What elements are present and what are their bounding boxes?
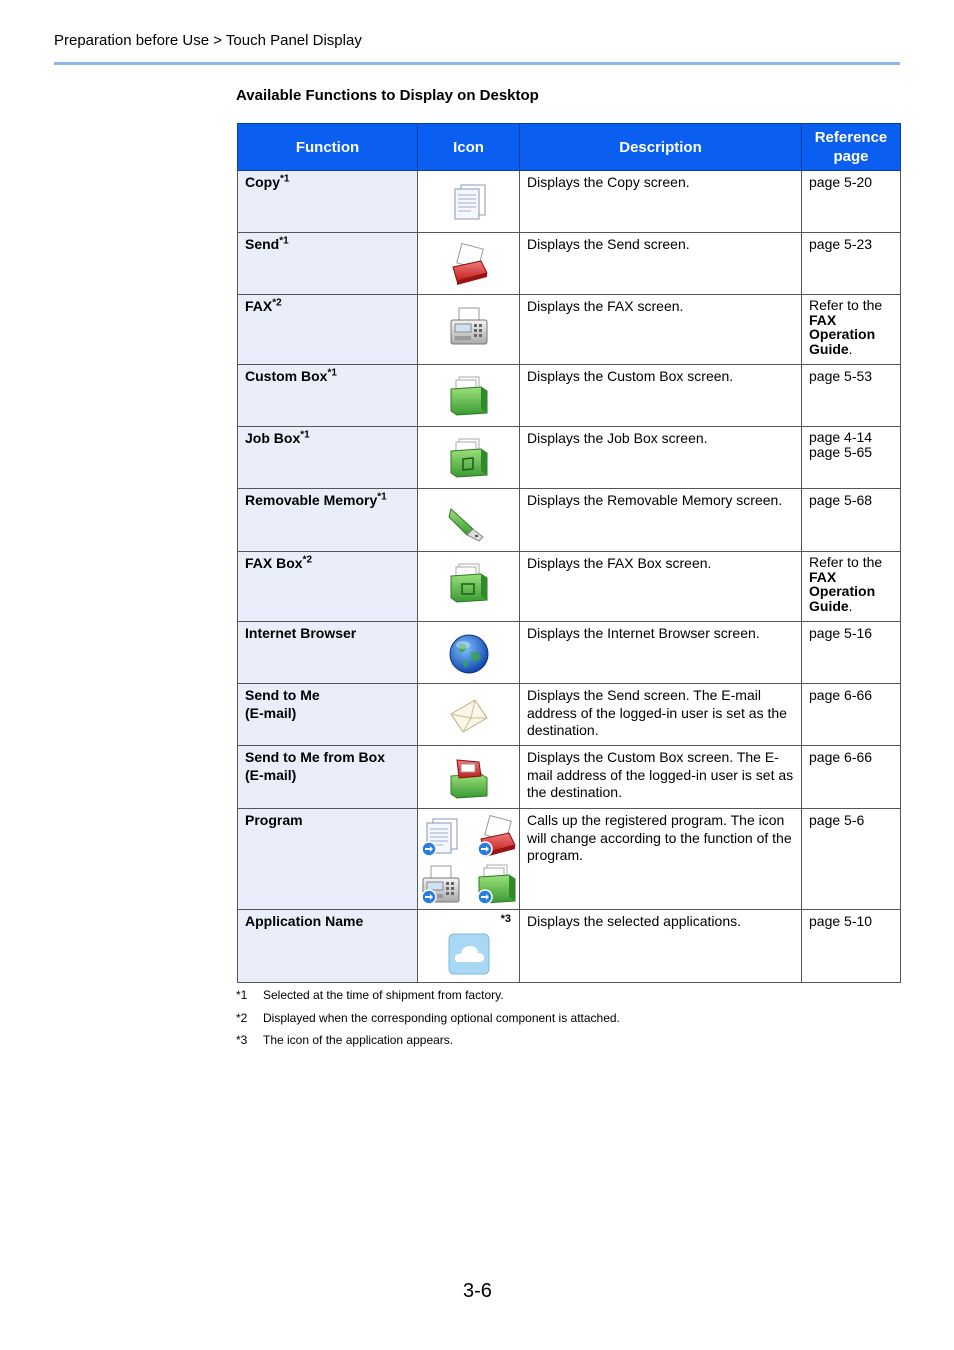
reference-text: Refer to the <box>809 297 883 313</box>
function-cell <box>238 171 418 233</box>
icon-cell <box>418 427 520 489</box>
function-name: Program <box>245 812 303 828</box>
job-box-icon <box>447 437 491 481</box>
function-name: Application Name <box>245 913 364 929</box>
custom-box-icon <box>447 375 491 419</box>
table-row <box>238 233 901 295</box>
function-name: Copy <box>245 174 280 190</box>
reference-cell: page 5-20 <box>802 171 901 233</box>
program-fax-icon <box>419 863 463 907</box>
reference-cell: page 5-10 <box>802 910 901 983</box>
function-name: Job Box <box>245 430 301 446</box>
col-header-description: Description <box>520 124 802 171</box>
reference-cell: page 5-68 <box>802 489 901 552</box>
footnote-text: Displayed when the corresponding optional component is attached. <box>263 1010 620 1025</box>
guide-name: FAX Operation Guide <box>809 568 876 614</box>
table-row <box>238 295 901 365</box>
description-cell: Displays the Send screen. The E-mail address of the logged-in user is set as the destination. <box>520 684 802 746</box>
program-copy-icon <box>419 815 463 859</box>
function-cell <box>238 552 418 622</box>
footnote-ref: *1 <box>300 429 310 441</box>
icon-cell <box>418 489 520 552</box>
usb-memory-icon <box>447 499 491 543</box>
description-cell: Displays the selected applications. <box>520 910 802 983</box>
function-cell <box>238 365 418 427</box>
function-cell <box>238 489 418 552</box>
table-row <box>238 746 901 809</box>
function-name: Send to Me from Box <box>245 749 386 765</box>
function-cell <box>238 233 418 295</box>
guide-name: FAX Operation Guide <box>809 311 876 357</box>
functions-table <box>237 123 901 983</box>
footnote-ref: *1 <box>280 173 290 185</box>
function-cell <box>238 295 418 365</box>
breadcrumb: Preparation before Use > Touch Panel Display <box>54 32 362 49</box>
reference-cell: page 5-53 <box>802 365 901 427</box>
icon-footnote-ref: *3 <box>500 913 511 925</box>
col-header-function: Function <box>238 124 418 171</box>
program-box-icon <box>475 863 519 907</box>
fax-box-icon <box>447 562 491 606</box>
function-cell <box>238 809 418 910</box>
function-name: FAX <box>245 298 273 314</box>
reference-cell <box>802 427 901 489</box>
footnote <box>236 1033 620 1056</box>
function-name: Custom Box <box>245 368 328 384</box>
icon-cell <box>418 233 520 295</box>
reference-cell: page 5-6 <box>802 809 901 910</box>
footnote-text: Selected at the time of shipment from factory. <box>263 988 504 1002</box>
header-rule <box>54 62 900 65</box>
send-icon <box>447 243 491 287</box>
icon-cell <box>418 552 520 622</box>
icon-cell <box>418 365 520 427</box>
footnote-mark: *1 <box>236 988 248 1002</box>
icon-cell <box>418 171 520 233</box>
col-header-icon: Icon <box>418 124 520 171</box>
section-title: Available Functions to Display on Desktop <box>236 87 539 104</box>
footnote <box>236 1011 620 1034</box>
description-cell: Displays the Removable Memory screen. <box>520 489 802 552</box>
description-cell: Displays the Internet Browser screen. <box>520 622 802 684</box>
description-cell: Displays the Copy screen. <box>520 171 802 233</box>
footnote <box>236 988 620 1011</box>
table-row <box>238 809 901 910</box>
program-icons <box>418 815 519 907</box>
table-header-row <box>238 124 901 171</box>
reference-text: page 4-14 <box>809 429 873 445</box>
send-from-box-icon <box>447 756 491 800</box>
page-number: 3-6 <box>463 1280 492 1302</box>
footnote-mark: *2 <box>236 1010 248 1025</box>
reference-cell: page 5-16 <box>802 622 901 684</box>
table-row <box>238 622 901 684</box>
reference-period: . <box>848 597 853 614</box>
description-cell: Displays the FAX Box screen. <box>520 552 802 622</box>
footnote-text: The icon of the application appears. <box>263 1033 454 1047</box>
icon-cell <box>418 622 520 684</box>
reference-cell: page 6-66 <box>802 746 901 809</box>
description-cell: Calls up the registered program. The icon will change according to the function of the program. <box>520 809 802 910</box>
table-row <box>238 552 901 622</box>
reference-cell <box>802 295 901 365</box>
function-name: FAX Box <box>245 555 303 571</box>
reference-cell: page 6-66 <box>802 684 901 746</box>
reference-period: . <box>848 340 853 357</box>
icon-cell <box>418 746 520 809</box>
reference-cell <box>802 552 901 622</box>
footnote-ref: *2 <box>302 554 313 566</box>
cloud-app-icon <box>447 932 491 976</box>
program-send-icon <box>475 815 519 859</box>
function-name: Send to Me <box>245 687 320 703</box>
footnote-ref: *1 <box>327 367 337 379</box>
footnote-ref: *1 <box>279 235 289 247</box>
function-name: Send <box>245 236 280 252</box>
function-cell <box>238 684 418 746</box>
copy-icon <box>447 181 491 225</box>
description-cell: Displays the Job Box screen. <box>520 427 802 489</box>
function-cell <box>238 910 418 983</box>
table-row <box>238 684 901 746</box>
reference-cell: page 5-23 <box>802 233 901 295</box>
fax-icon <box>447 305 491 349</box>
table-row <box>238 489 901 552</box>
col-header-reference: Reference page <box>802 124 901 171</box>
table-row <box>238 171 901 233</box>
function-name-line2: (E-mail) <box>245 766 297 783</box>
footnote-ref: *1 <box>377 491 387 503</box>
icon-cell <box>418 809 520 910</box>
function-name-line2: (E-mail) <box>245 704 297 721</box>
reference-text: Refer to the <box>809 554 883 570</box>
description-cell: Displays the Send screen. <box>520 233 802 295</box>
icon-cell <box>418 910 520 983</box>
table-row <box>238 910 901 983</box>
function-name: Removable Memory <box>245 492 378 508</box>
table-row <box>238 427 901 489</box>
function-cell <box>238 622 418 684</box>
description-cell: Displays the FAX screen. <box>520 295 802 365</box>
function-cell <box>238 746 418 809</box>
footnotes <box>236 988 620 1056</box>
icon-cell <box>418 295 520 365</box>
envelope-icon <box>447 694 491 738</box>
icon-cell <box>418 684 520 746</box>
table-row <box>238 365 901 427</box>
globe-icon <box>447 632 491 676</box>
function-cell <box>238 427 418 489</box>
footnote-mark: *3 <box>236 1033 248 1047</box>
function-name: Internet Browser <box>245 625 357 641</box>
description-cell: Displays the Custom Box screen. The E-mail address of the logged-in user is set as the destination. <box>520 746 802 809</box>
reference-text: page 5-65 <box>809 444 873 460</box>
footnote-ref: *2 <box>272 297 282 309</box>
description-cell: Displays the Custom Box screen. <box>520 365 802 427</box>
